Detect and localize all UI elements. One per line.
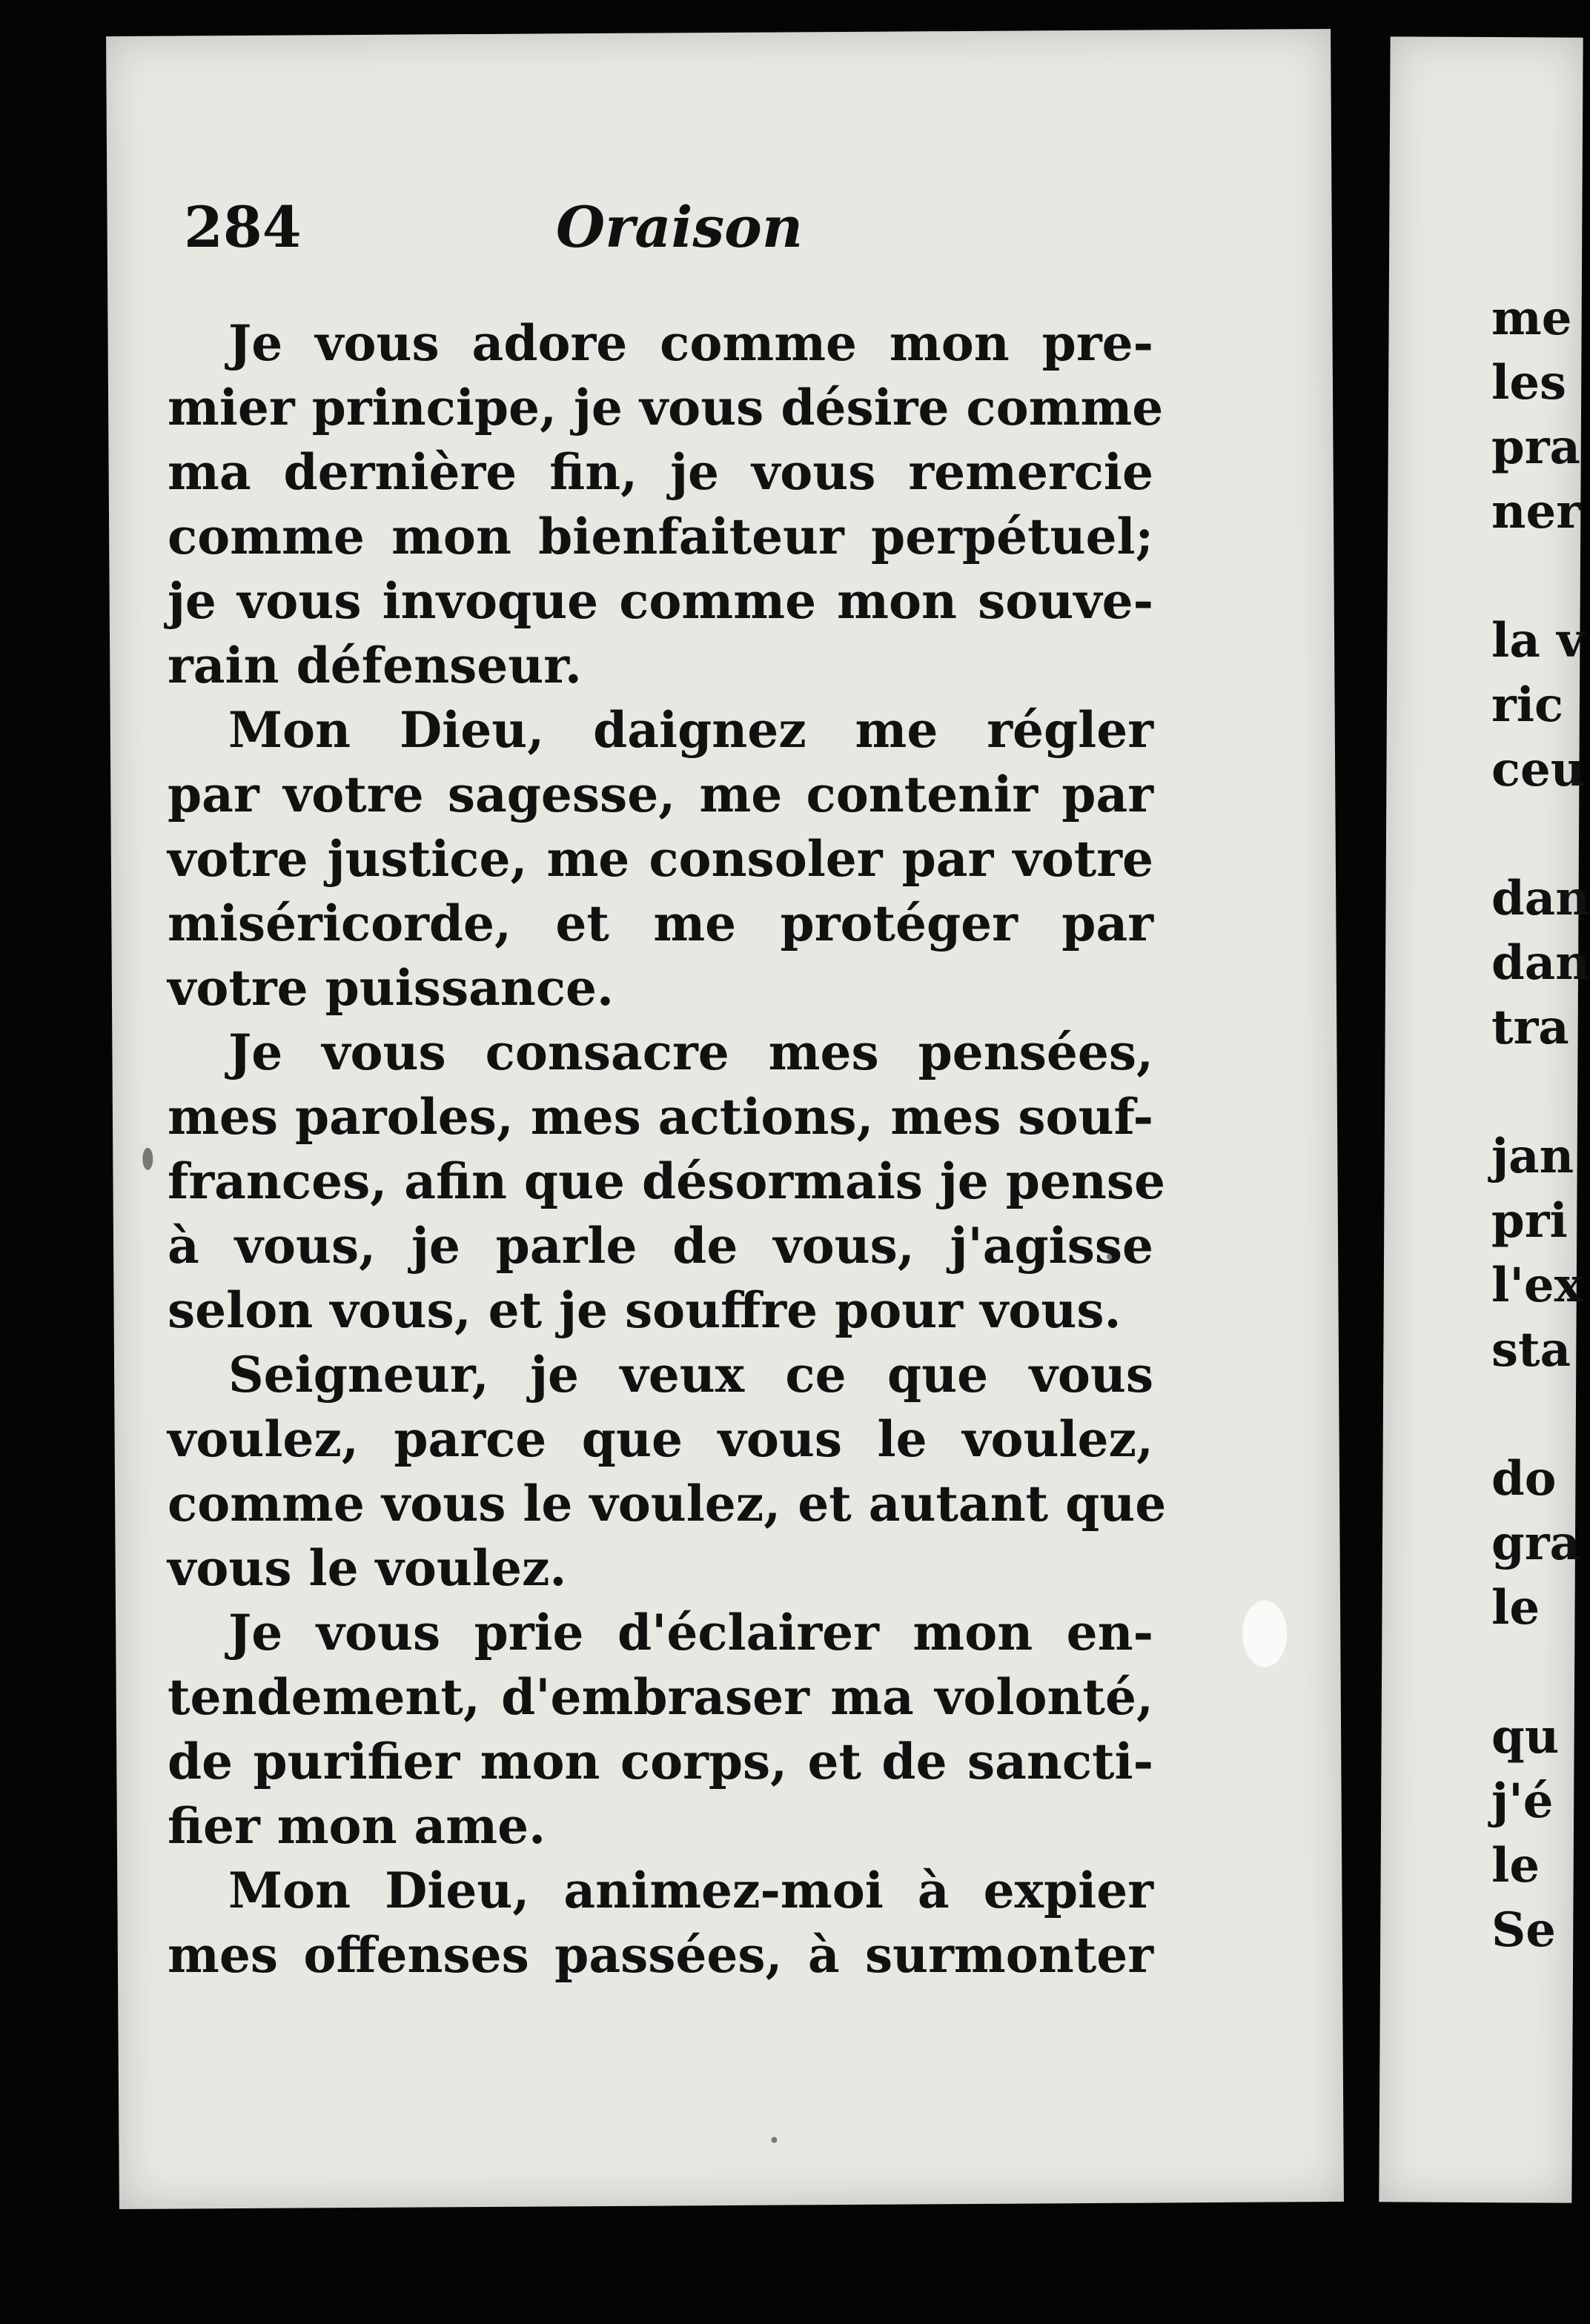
text-line: selon vous, et je souffre pour vous. bbox=[168, 1281, 1122, 1339]
page-number: 284 bbox=[184, 194, 302, 260]
fragment-line: pri bbox=[1491, 1193, 1568, 1249]
fragment-line: gra bbox=[1491, 1515, 1580, 1571]
fragment-line bbox=[1491, 1640, 1573, 1704]
text-line: comme vous le voulez, et autant que bbox=[168, 1475, 1167, 1533]
fragment-line: tra bbox=[1491, 1000, 1569, 1055]
fragment-line: Se bbox=[1491, 1902, 1556, 1958]
text-line: Je vous adore comme mon pre- bbox=[228, 314, 1153, 372]
text-line: comme mon bienfaiteur perpétuel; bbox=[168, 508, 1153, 565]
fragment-line: do bbox=[1491, 1451, 1557, 1507]
text-line: Mon Dieu, daignez me régler bbox=[228, 701, 1153, 759]
fragment-line: qu bbox=[1491, 1709, 1560, 1764]
fragment-line: la v bbox=[1491, 613, 1585, 668]
fragment-line: sta bbox=[1491, 1322, 1571, 1378]
text-line: à vous, je parle de vous, j'agisse bbox=[168, 1217, 1153, 1275]
fragment-line: pra bbox=[1491, 419, 1580, 475]
fragment-line: j'é bbox=[1491, 1773, 1554, 1829]
text-line: Mon Dieu, animez-moi à expier bbox=[228, 1862, 1153, 1919]
text-line: votre puissance. bbox=[168, 959, 615, 1017]
text-line: de purifier mon corps, et de sancti- bbox=[168, 1733, 1153, 1790]
prayer-text bbox=[168, 311, 1167, 1988]
paper-speck bbox=[142, 1148, 153, 1170]
fragment-line bbox=[1491, 1382, 1573, 1447]
text-line: par votre sagesse, me contenir par bbox=[168, 766, 1153, 823]
text-line: voulez, parce que vous le voulez, bbox=[168, 1410, 1153, 1468]
text-line: Je vous consacre mes pensées, bbox=[228, 1023, 1153, 1081]
fragment-line: dan bbox=[1491, 935, 1590, 991]
fragment-line: ceu bbox=[1491, 742, 1586, 797]
paper-speck bbox=[771, 2137, 777, 2143]
text-line: vous le voulez. bbox=[168, 1539, 567, 1597]
text-line: mes offenses passées, à surmonter bbox=[168, 1926, 1153, 1984]
text-line: je vous invoque comme mon souve- bbox=[168, 572, 1153, 630]
fragment-line: me bbox=[1491, 290, 1572, 346]
text-line: fier mon ame. bbox=[168, 1797, 546, 1855]
page-header bbox=[184, 194, 895, 268]
text-line: mier principe, je vous désire comme bbox=[168, 379, 1164, 436]
right-page-fragments bbox=[1491, 286, 1590, 1962]
text-line: rain défenseur. bbox=[168, 637, 582, 694]
fragment-line bbox=[1491, 544, 1573, 608]
fragment-line: dan bbox=[1491, 871, 1590, 926]
text-line: ma dernière fin, je vous remercie bbox=[168, 443, 1153, 501]
fragment-line: ner bbox=[1491, 484, 1581, 540]
fragment-line bbox=[1491, 802, 1573, 866]
text-line: frances, afin que désormais je pense bbox=[168, 1152, 1166, 1210]
fragment-line: ric bbox=[1491, 677, 1563, 733]
text-line: votre justice, me consoler par votre bbox=[168, 830, 1153, 888]
fragment-line bbox=[1491, 1060, 1573, 1124]
fragment-line: jan bbox=[1491, 1129, 1574, 1184]
running-title: Oraison bbox=[556, 194, 804, 260]
fragment-line: le bbox=[1491, 1838, 1540, 1893]
fragment-line: les bbox=[1491, 355, 1567, 411]
text-line: Je vous prie d'éclairer mon en- bbox=[228, 1604, 1153, 1661]
paper-blotch bbox=[1242, 1600, 1288, 1667]
fragment-line: l'ex bbox=[1491, 1258, 1583, 1313]
text-line: tendement, d'embraser ma volonté, bbox=[168, 1668, 1153, 1726]
text-line: Seigneur, je veux ce que vous bbox=[228, 1346, 1153, 1404]
fragment-line: le bbox=[1491, 1580, 1540, 1636]
text-line: miséricorde, et me protéger par bbox=[168, 894, 1153, 952]
text-line: mes paroles, mes actions, mes souf- bbox=[168, 1088, 1153, 1146]
